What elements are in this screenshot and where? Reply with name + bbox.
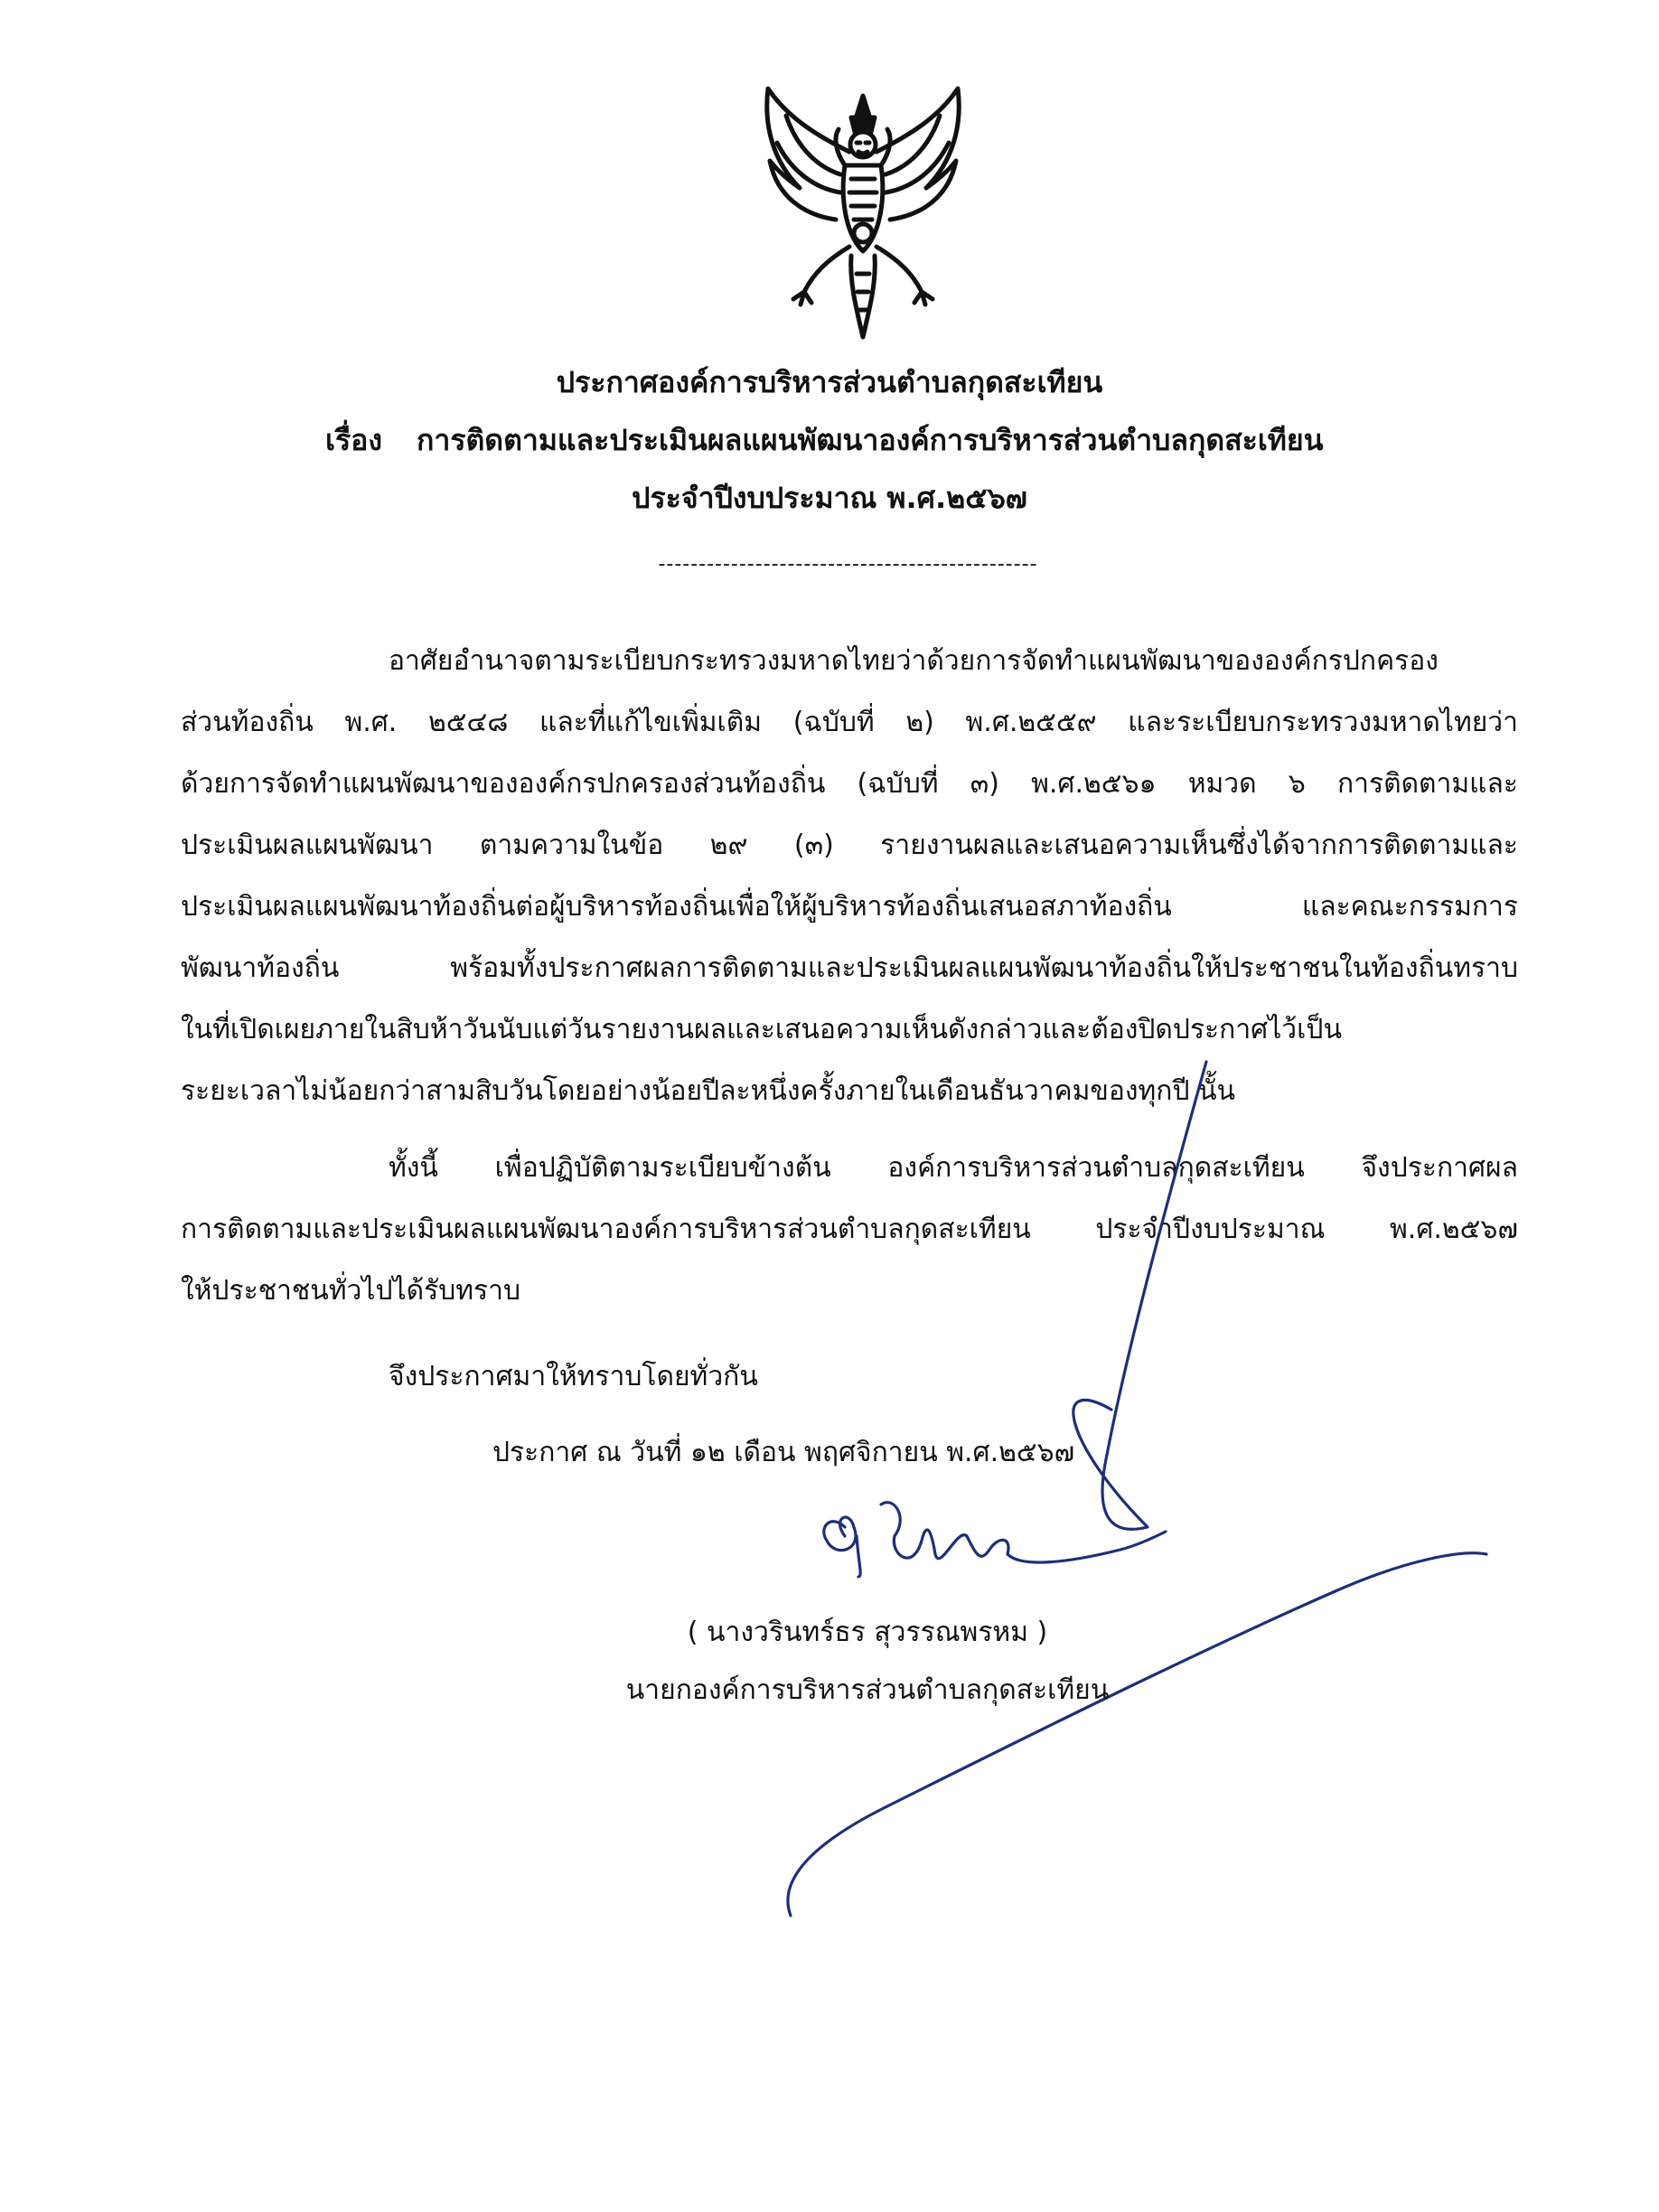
fiscal-year-heading: ประจำปีงบประมาณ พ.ศ.๒๕๖๗ [632, 481, 1027, 515]
signatory-position: นายกองค์การบริหารส่วนตำบลกุดสะเทียน [625, 1674, 1110, 1706]
paragraph1-line: ด้วยการจัดทำแผนพัฒนาขององค์กรปกครองส่วนท้องถิ่น (ฉบับที่ ๓) พ.ศ.๒๕๖๑ หมวด ๖ การติดตามและ [181, 768, 1518, 800]
subject-line [325, 417, 1323, 464]
subject-text: การติดตามและประเมินผลแผนพัฒนาองค์การบริหารส่วนตำบลกุดสะเทียน [416, 423, 1324, 457]
paragraph1-line: ในที่เปิดเผยภายในสิบห้าวันนับแต่วันรายงานผลและเสนอความเห็นดังกล่าวและต้องปิดประกาศไว้เป็น [181, 1014, 1342, 1045]
paragraph1-line: ระยะเวลาไม่น้อยกว่าสามสิบวันโดยอย่างน้อยปีละหนึ่งครั้งภายในเดือนธันวาคมของทุกปี นั้น [181, 1075, 1236, 1107]
subject-label: เรื่อง [325, 423, 382, 457]
header-divider [611, 553, 1085, 580]
paragraph1-line: ประเมินผลแผนพัฒนาท้องถิ่นต่อผู้บริหารท้องถิ่นเพื่อให้ผู้บริหารท้องถิ่นเสนอสภาท้องถิ่น และคณะกรรมการ [181, 891, 1518, 923]
closing-statement: จึงประกาศมาให้ทราบโดยทั่วกัน [389, 1361, 758, 1392]
signatory-name: ( นางวรินทร์ธร สุวรรณพรหม ) [687, 1617, 1048, 1648]
announcement-title: ประกาศองค์การบริหารส่วนตำบลกุดสะเทียน [556, 365, 1103, 399]
paragraph1-line: ส่วนท้องถิ่น พ.ศ. ๒๕๔๘ และที่แก้ไขเพิ่มเติม (ฉบับที่ ๒) พ.ศ.๒๕๕๙ และระเบียบกระทรวงมหาดไทยว่า [181, 707, 1518, 738]
paragraph1-line: พัฒนาท้องถิ่น พร้อมทั้งประกาศผลการติดตามและประเมินผลแผนพัฒนาท้องถิ่นให้ประชาชนในท้องถิ่นทราบ [181, 952, 1518, 984]
garuda-emblem-icon [750, 80, 976, 351]
paragraph1-line: ประเมินผลแผนพัฒนา ตามความในข้อ ๒๙ (๓) รายงานผลและเสนอความเห็นซึ่งได้จากการติดตามและ [181, 830, 1518, 861]
paragraph2-line: ให้ประชาชนทั่วไปได้รับทราบ [181, 1275, 521, 1307]
paragraph2-line: ทั้งนี้ เพื่อปฏิบัติตามระเบียบข้างต้น องค์การบริหารส่วนตำบลกุดสะเทียน จึงประกาศผล [389, 1152, 1518, 1184]
announcement-date: ประกาศ ณ วันที่ ๑๒ เดือน พฤศจิกายน พ.ศ.๒๕๖๗ [492, 1437, 1075, 1468]
paragraph2-line: การติดตามและประเมินผลแผนพัฒนาองค์การบริหารส่วนตำบลกุดสะเทียน ประจำปีงบประมาณ พ.ศ.๒๕๖๗ [181, 1214, 1518, 1245]
paragraph1-line: อาศัยอำนาจตามระเบียบกระทรวงมหาดไทยว่าด้วยการจัดทำแผนพัฒนาขององค์กรปกครอง [389, 645, 1439, 677]
header-divider-text: ----------------------------------------------- [658, 553, 1038, 576]
